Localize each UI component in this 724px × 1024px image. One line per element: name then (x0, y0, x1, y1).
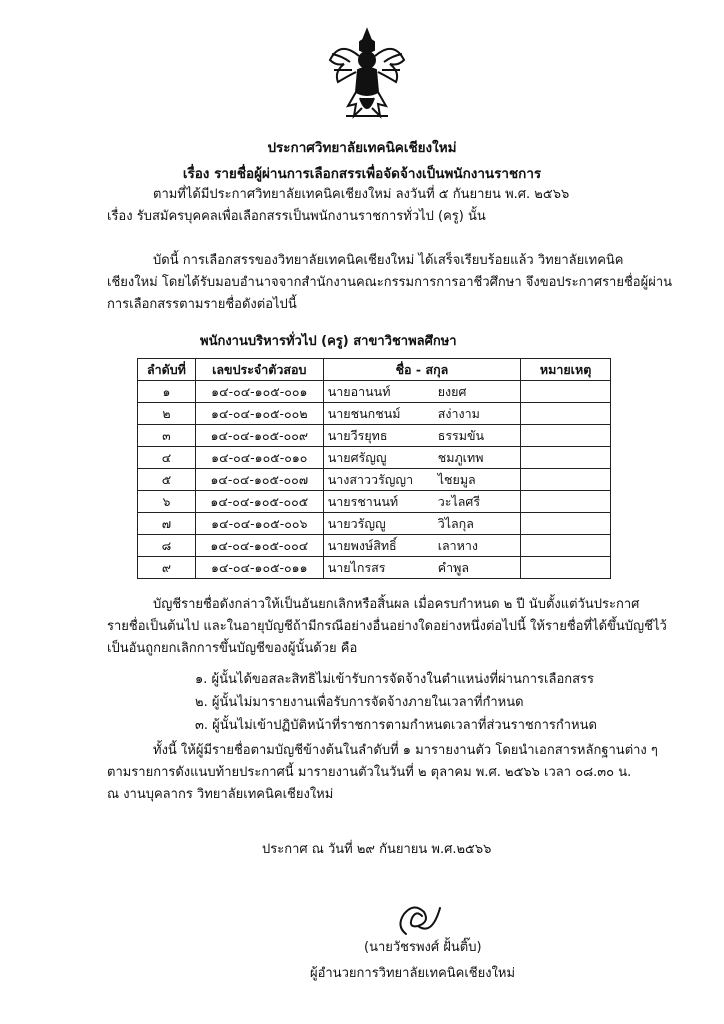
body-line: บัดนี้ การเลือกสรรของวิทยาลัยเทคนิคเชียงใหม่ ได้เสร็จเรียบร้อยแล้ว วิทยาลัยเทคนิค (153, 253, 624, 268)
header-no: ลำดับที่ (138, 359, 196, 381)
surname: วะไลศรี (437, 493, 481, 509)
condition-item: ๓. ผู้นั้นไม่เข้าปฏิบัติหน้าที่ราชการตามกำหนดเวลาที่ส่วนราชการกำหนด (195, 718, 597, 733)
announcement-date: ประกาศ ณ วันที่ ๒๙ กันยายน พ.ศ.๒๕๖๖ (262, 842, 492, 857)
first-name: นายศรัญญู (327, 449, 387, 465)
table-row (138, 491, 611, 513)
table-row (138, 535, 611, 557)
announcement-title: ประกาศวิทยาลัยเทคนิคเชียงใหม่ (267, 140, 457, 156)
cell-name (323, 491, 520, 513)
table-header-row (138, 359, 611, 381)
surname: ไชยมูล (437, 471, 476, 487)
first-name: นายรชานนท์ (327, 493, 399, 509)
first-name: นายชนกชนม์ (327, 405, 401, 421)
cell-no: ๙ (138, 557, 196, 579)
cell-name (323, 447, 520, 469)
cell-no: ๑ (138, 381, 196, 403)
cell-note (521, 491, 611, 513)
cell-exam-id: ๑๔-๐๔-๑๐๕-๐๐๙ (195, 425, 323, 447)
condition-item: ๑. ผู้นั้นได้ขอสละสิทธิไม่เข้ารับการจัดจ้างในตำแหน่งที่ผ่านการเลือกสรร (195, 672, 595, 687)
garuda-emblem-icon (326, 26, 408, 126)
cell-note (521, 425, 611, 447)
table-row (138, 513, 611, 535)
conditions-list (195, 668, 597, 737)
first-name: นายวรัญญู (327, 515, 386, 531)
table-row (138, 403, 611, 425)
cell-note (521, 447, 611, 469)
announcement-subject: เรื่อง รายชื่อผู้ผ่านการเลือกสรรเพื่อจัดจ้างเป็นพนักงานราชการ (182, 166, 542, 182)
body-paragraph (107, 250, 673, 316)
cell-name (323, 425, 520, 447)
header-name: ชื่อ - สกุล (323, 359, 520, 381)
surname: คำพูล (437, 559, 469, 575)
cell-exam-id: ๑๔-๐๔-๑๐๕-๐๑๑ (195, 557, 323, 579)
report-line: ตามรายการดังแนบท้ายประกาศนี้ มารายงานตัวในวันที่ ๒ ตุลาคม พ.ศ. ๒๕๖๖ เวลา ๐๘.๓๐ น. (107, 765, 632, 780)
signer-position: ผู้อำนวยการวิทยาลัยเทคนิคเชียงใหม่ (310, 966, 516, 981)
cell-exam-id: ๑๔-๐๔-๑๐๕-๐๐๔ (195, 535, 323, 557)
cell-note (521, 381, 611, 403)
cell-no: ๔ (138, 447, 196, 469)
cell-name (323, 557, 520, 579)
surname: ธรรมขัน (437, 427, 485, 443)
validity-paragraph (107, 594, 667, 660)
surname: สง่างาม (437, 405, 480, 421)
cell-exam-id: ๑๔-๐๔-๑๐๕-๐๐๕ (195, 491, 323, 513)
cell-no: ๖ (138, 491, 196, 513)
cell-no: ๒ (138, 403, 196, 425)
validity-line: บัญชีรายชื่อดังกล่าวให้เป็นอันยกเลิกหรือสิ้นผล เมื่อครบกำหนด ๒ ปี นับตั้งแต่วันประกาศ (153, 597, 640, 612)
validity-line: รายชื่อเป็นต้นไป และในอายุบัญชีถ้ามีกรณีอย่างอื่นอย่างใดอย่างหนึ่งต่อไปนี้ ให้รายชื่อที่ได้ขึ้นบัญชีไว้ (107, 619, 667, 634)
table-row (138, 381, 611, 403)
cell-note (521, 513, 611, 535)
cell-exam-id: ๑๔-๐๔-๑๐๕-๐๐๗ (195, 469, 323, 491)
cell-name (323, 535, 520, 557)
cell-no: ๗ (138, 513, 196, 535)
first-name: นางสาววรัญญา (327, 471, 414, 487)
cell-note (521, 535, 611, 557)
cell-no: ๘ (138, 535, 196, 557)
cell-name (323, 513, 520, 535)
cell-name (323, 469, 520, 491)
cell-note (521, 557, 611, 579)
report-paragraph (107, 740, 658, 806)
cell-name (323, 381, 520, 403)
table-row (138, 447, 611, 469)
cell-exam-id: ๑๔-๐๔-๑๐๕-๐๐๖ (195, 513, 323, 535)
condition-item: ๒. ผู้นั้นไม่มารายงานเพื่อรับการจัดจ้างภายในเวลาที่กำหนด (195, 695, 524, 710)
cell-no: ๕ (138, 469, 196, 491)
cell-note (521, 403, 611, 425)
header-exam-id: เลขประจำตัวสอบ (195, 359, 323, 381)
cell-exam-id: ๑๔-๐๔-๑๐๕-๐๐๑ (195, 381, 323, 403)
first-name: นายอานนท์ (327, 383, 391, 399)
validity-line: เป็นอันถูกยกเลิกการขึ้นบัญชีของผู้นั้นด้วย คือ (107, 641, 358, 656)
table-row (138, 557, 611, 579)
report-line: ทั้งนี้ ให้ผู้มีรายชื่อตามบัญชีข้างต้นในลำดับที่ ๑ มารายงานตัว โดยนำเอกสารหลักฐานต่าง ๆ (153, 743, 658, 758)
cell-name (323, 403, 520, 425)
surname: วิไลกุล (437, 515, 474, 531)
intro-paragraph (107, 184, 647, 228)
body-line: เชียงใหม่ โดยได้รับมอบอำนาจจากสำนักงานคณะกรรมการการอาชีวศึกษา จึงขอประกาศรายชื่อผู้ผ่าน (107, 275, 673, 290)
table-row (138, 425, 611, 447)
surname: เลาหาง (437, 537, 479, 553)
report-line: ณ งานบุคลากร วิทยาลัยเทคนิคเชียงใหม่ (107, 787, 334, 802)
body-line: การเลือกสรรตามรายชื่อดังต่อไปนี้ (107, 297, 297, 312)
signer-name: (นายวัชรพงศ์ ฝั้นติ๊บ) (364, 940, 482, 955)
intro-line: ตามที่ได้มีประกาศวิทยาลัยเทคนิคเชียงใหม่ ลงวันที่ ๕ กันยายน พ.ศ. ๒๕๖๖ (153, 187, 570, 202)
cell-no: ๓ (138, 425, 196, 447)
header-note: หมายเหตุ (521, 359, 611, 381)
first-name: นายไกรสร (327, 559, 386, 575)
first-name: นายวีรยุทธ (327, 427, 388, 443)
surname: ชมภูเทพ (437, 449, 484, 465)
cell-note (521, 469, 611, 491)
intro-line: เรื่อง รับสมัครบุคคลเพื่อเลือกสรรเป็นพนักงานราชการทั่วไป (ครู) นั้น (107, 209, 486, 224)
candidate-table (137, 358, 611, 579)
cell-exam-id: ๑๔-๐๔-๑๐๕-๐๑๐ (195, 447, 323, 469)
first-name: นายพงษ์สิทธิ์ (327, 537, 397, 553)
cell-exam-id: ๑๔-๐๔-๑๐๕-๐๐๒ (195, 403, 323, 425)
surname: ยงยศ (437, 383, 467, 399)
table-heading: พนักงานบริหารทั่วไป (ครู) สาขาวิชาพลศึกษา (200, 334, 457, 349)
table-row (138, 469, 611, 491)
